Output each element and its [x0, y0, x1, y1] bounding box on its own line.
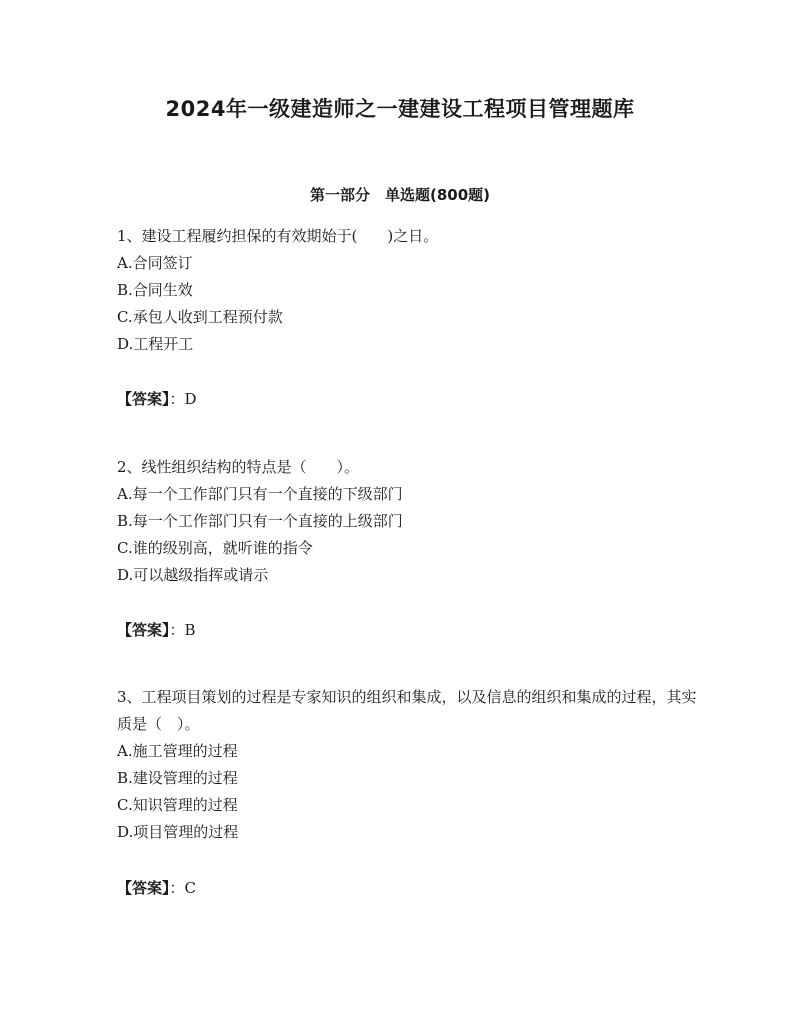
option-b: B.合同生效 [117, 281, 193, 299]
question-stem: 2、线性组织结构的特点是（ ）。 [117, 458, 360, 476]
answer-label: 【答案】 [117, 390, 170, 408]
answer-label: 【答案】 [117, 879, 170, 897]
option-b: B.建设管理的过程 [117, 769, 238, 787]
option-a: A.合同签订 [117, 254, 193, 272]
answer-label: 【答案】 [117, 621, 170, 639]
option-b: B.每一个工作部门只有一个直接的上级部门 [117, 512, 403, 530]
answer-value: ：D [169, 390, 197, 408]
section-title: 第一部分 单选题(800题) [309, 186, 491, 204]
option-a: A.施工管理的过程 [117, 742, 238, 760]
question-stem: 1、建设工程履约担保的有效期始于( )之日。 [117, 227, 439, 245]
question-stem: 3、工程项目策划的过程是专家知识的组织和集成，以及信息的组织和集成的过程，其实质是（ ）。 [117, 688, 697, 733]
question-1 [117, 223, 697, 358]
document-title: 2024年一级建造师之一建建设工程项目管理题库 [165, 97, 635, 121]
answer-value: ：C [169, 879, 196, 897]
option-c: C.知识管理的过程 [117, 796, 238, 814]
answer-value: ：B [169, 621, 196, 639]
option-d: D.工程开工 [117, 335, 194, 353]
option-d: D.项目管理的过程 [117, 823, 239, 841]
question-3 [117, 684, 697, 846]
answer-2 [117, 617, 196, 644]
option-c: C.谁的级别高，就听谁的指令 [117, 539, 313, 557]
option-c: C.承包人收到工程预付款 [117, 308, 283, 326]
answer-1 [117, 386, 197, 413]
option-d: D.可以越级指挥或请示 [117, 566, 269, 584]
option-a: A.每一个工作部门只有一个直接的下级部门 [117, 485, 403, 503]
question-2 [117, 454, 697, 589]
answer-3 [117, 875, 196, 902]
